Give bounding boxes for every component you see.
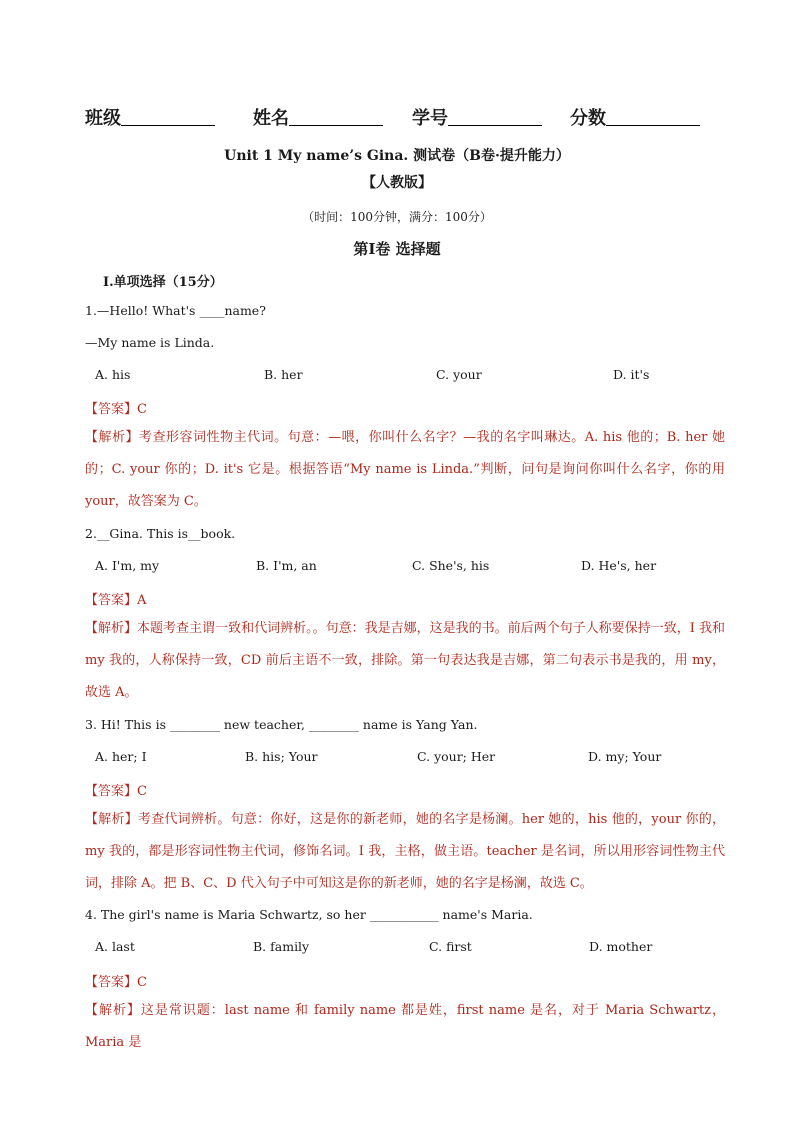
question-2-option-b: B. I'm, an [256, 558, 317, 573]
edition-label: 【人教版】 [362, 175, 432, 191]
class-field [85, 104, 215, 130]
analysis-text: 考查形容词性物主代词。句意：—喂，你叫什么名字？—我的名字叫琳达。A. his 他的；B. her 她的；C. your 你的；D. it's 它是。根据答语“My name is Linda.”判断，问句是询问你叫什么名字，你的用 your，故答案为 C。 [85, 430, 725, 509]
question-1-reply: —My name is Linda. [85, 335, 215, 350]
answer-value: C [137, 975, 147, 990]
question-4-option-c: C. first [429, 939, 472, 954]
time-note: （时间：100分钟，满分：100分） [302, 210, 492, 224]
question-1-answer [85, 398, 147, 417]
student-info-row [85, 104, 715, 130]
analysis-tag: 【解析】 [85, 1003, 141, 1018]
question-2-answer [85, 589, 146, 608]
question-2-option-d: D. He's, her [581, 558, 657, 573]
question-4-analysis [85, 995, 725, 1059]
analysis-text: 这是常识题：last name 和 family name 都是姓，first name 是名，对于 Maria Schwartz，Maria 是 [85, 1003, 725, 1050]
answer-tag: 【答案】 [85, 402, 138, 417]
answer-value: C [137, 402, 147, 417]
student-id-blank[interactable] [448, 107, 542, 126]
answer-tag: 【答案】 [85, 975, 138, 990]
analysis-text: 考查代词辨析。句意：你好，这是你的新老师，她的名字是杨澜。her 她的，his 他的，your 你的，my 我的，都是形容词性物主代词，修饰名词。I 我，主格，做主语。teacher 是名词，所以用形容词性物主代词，排除 A。把 B、C、D 代入句子中可知这是你的新老师，她的名字是杨澜，故选 C。 [85, 812, 725, 891]
name-blank[interactable] [289, 107, 383, 126]
question-1-option-b: B. her [264, 367, 303, 382]
question-3-stem: 3. Hi! This is ________ new teacher, ________ name is Yang Yan. [85, 717, 478, 732]
question-2-option-a: A. I'm, my [95, 558, 160, 573]
answer-value: C [137, 784, 147, 799]
question-3-answer [85, 780, 147, 799]
question-4-option-b: B. family [253, 939, 310, 954]
part-title: 第Ⅰ卷 选择题 [353, 240, 441, 258]
name-label: 姓名 [253, 108, 289, 129]
analysis-tag: 【解析】 [85, 430, 140, 445]
class-label: 班级 [85, 108, 121, 129]
analysis-text: 本题考查主谓一致和代词辨析。。句意：我是吉娜，这是我的书。前后两个句子人称要保持一致，I 我和 my 我的，人称保持一致，CD 前后主语不一致，排除。第一句表达我是吉娜，第二句表示书是我的，用 my，故选 A。 [85, 621, 725, 700]
question-3-option-c: C. your; Her [417, 749, 496, 764]
question-4-stem: 4. The girl's name is Maria Schwartz, so her ___________ name's Maria. [85, 907, 533, 922]
question-1-analysis [85, 422, 725, 518]
question-2-analysis [85, 613, 725, 709]
name-field [253, 104, 383, 130]
student-id-label: 学号 [412, 108, 448, 129]
answer-value: A [137, 593, 147, 608]
question-3-option-a: A. her; I [95, 749, 147, 764]
analysis-tag: 【解析】 [85, 621, 138, 636]
exam-title: Unit 1 My name’s Gina. 测试卷（B卷·提升能力） [224, 148, 570, 164]
question-3-analysis [85, 804, 725, 900]
answer-tag: 【答案】 [85, 784, 138, 799]
question-2-option-c: C. She's, his [412, 558, 490, 573]
question-1-option-c: C. your [436, 367, 482, 382]
question-4-option-d: D. mother [589, 939, 653, 954]
class-blank[interactable] [121, 107, 215, 126]
score-label: 分数 [570, 108, 606, 129]
analysis-tag: 【解析】 [85, 812, 138, 827]
score-blank[interactable] [606, 107, 700, 126]
section-title: Ⅰ.单项选择（15分） [103, 275, 223, 290]
question-2-stem: 2.__Gina. This is__book. [85, 526, 236, 541]
question-1-option-d: D. it's [613, 367, 650, 382]
question-4-answer [85, 971, 147, 990]
score-field [570, 104, 700, 130]
question-3-option-b: B. his; Your [245, 749, 318, 764]
answer-tag: 【答案】 [85, 593, 138, 608]
question-3-option-d: D. my; Your [588, 749, 662, 764]
question-1-option-a: A. his [95, 367, 131, 382]
student-id-field [412, 104, 542, 130]
question-4-option-a: A. last [95, 939, 135, 954]
question-1-stem: 1.—Hello! What's ____name? [85, 303, 266, 318]
